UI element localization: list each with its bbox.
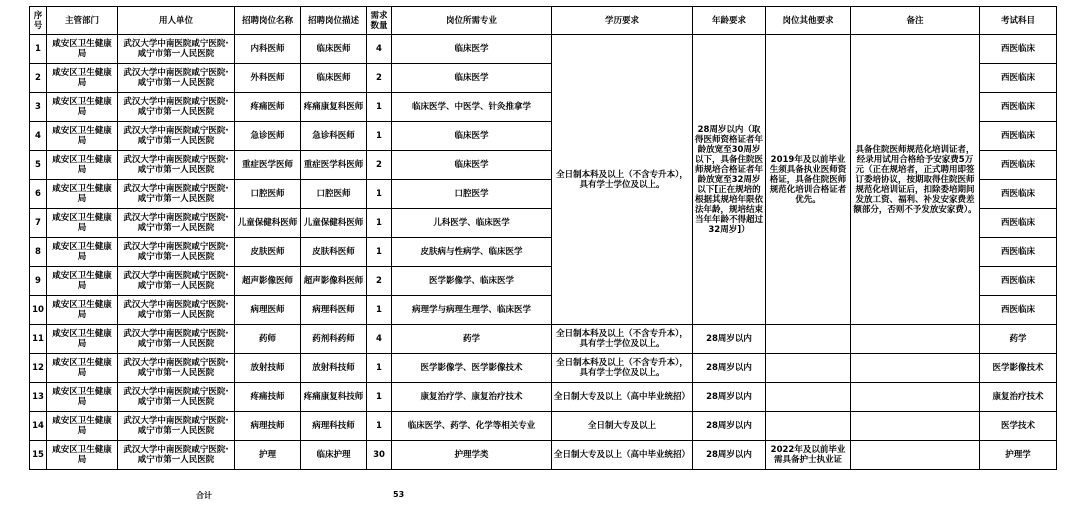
table-row xyxy=(30,325,1057,354)
header-post: 招聘岗位名称 xyxy=(235,7,301,35)
row-unit: 武汉大学中南医院咸宁医院·咸宁市第一人民医院 xyxy=(118,412,235,441)
header-row xyxy=(30,7,1057,35)
row-seq: 2 xyxy=(30,64,47,93)
row-unit: 武汉大学中南医院咸宁医院·咸宁市第一人民医院 xyxy=(118,354,235,383)
row-post: 疼痛技师 xyxy=(235,383,301,412)
other-merged: 2019年及以前毕业生须具备执业医师资格证，具备住院医师规范化培训合格证者优先。 xyxy=(766,35,851,325)
row-dept: 咸安区卫生健康局 xyxy=(47,151,118,180)
row-age: 28周岁以内 xyxy=(693,354,766,383)
row-desc: 口腔医师 xyxy=(301,180,367,209)
remark-merged: 具备住院医师规范化培训证者，经录用试用合格给予安家费5万元（正在规培者，正式聘用即签订委培协议，按期取得住院医师规范化培训证后，扣除委培期间发放工资、福利、补发安家费差额部分，否则不予发放安家费）。 xyxy=(851,35,980,325)
row-count: 1 xyxy=(367,296,392,325)
row-seq: 11 xyxy=(30,325,47,354)
total-value: 53 xyxy=(393,490,405,499)
row-seq: 10 xyxy=(30,296,47,325)
row-desc: 临床医师 xyxy=(301,35,367,64)
row-major: 儿科医学、临床医学 xyxy=(392,209,552,238)
table-row xyxy=(30,412,1057,441)
row-dept: 咸安区卫生健康局 xyxy=(47,35,118,64)
row-major: 医学影像学、临床医学 xyxy=(392,267,552,296)
row-count: 2 xyxy=(367,64,392,93)
row-post: 重症医学医师 xyxy=(235,151,301,180)
row-exam: 西医临床 xyxy=(980,267,1057,296)
row-unit: 武汉大学中南医院咸宁医院·咸宁市第一人民医院 xyxy=(118,383,235,412)
row-count: 1 xyxy=(367,354,392,383)
row-remark xyxy=(851,412,980,441)
row-edu: 全日制大专及以上（高中毕业统招） xyxy=(552,383,693,412)
row-major: 临床医学 xyxy=(392,64,552,93)
row-desc: 超声影像科医师 xyxy=(301,267,367,296)
row-dept: 咸安区卫生健康局 xyxy=(47,383,118,412)
header-exam: 考试科目 xyxy=(980,7,1057,35)
row-count: 4 xyxy=(367,35,392,64)
row-major: 临床医学、中医学、针灸推拿学 xyxy=(392,93,552,122)
row-major: 临床医学 xyxy=(392,35,552,64)
row-remark xyxy=(851,325,980,354)
row-seq: 12 xyxy=(30,354,47,383)
header-count: 需求数量 xyxy=(367,7,392,35)
row-unit: 武汉大学中南医院咸宁医院·咸宁市第一人民医院 xyxy=(118,238,235,267)
header-unit: 用人单位 xyxy=(118,7,235,35)
row-exam: 西医临床 xyxy=(980,296,1057,325)
row-exam: 西医临床 xyxy=(980,209,1057,238)
row-desc: 病理科医师 xyxy=(301,296,367,325)
row-edu: 全日制大专及以上 xyxy=(552,412,693,441)
row-post: 皮肤医师 xyxy=(235,238,301,267)
row-post: 儿童保健科医师 xyxy=(235,209,301,238)
row-exam: 护理学 xyxy=(980,441,1057,470)
row-post: 病理技师 xyxy=(235,412,301,441)
row-count: 2 xyxy=(367,267,392,296)
row-exam: 康复治疗技术 xyxy=(980,383,1057,412)
row-edu: 全日制大专及以上（高中毕业统招） xyxy=(552,441,693,470)
row-dept: 咸安区卫生健康局 xyxy=(47,238,118,267)
row-desc: 皮肤科医师 xyxy=(301,238,367,267)
row-exam: 药学 xyxy=(980,325,1057,354)
row-exam: 西医临床 xyxy=(980,64,1057,93)
header-desc: 招聘岗位描述 xyxy=(301,7,367,35)
row-seq: 14 xyxy=(30,412,47,441)
row-dept: 咸安区卫生健康局 xyxy=(47,412,118,441)
row-exam: 西医临床 xyxy=(980,180,1057,209)
row-age: 28周岁以内 xyxy=(693,441,766,470)
row-count: 1 xyxy=(367,122,392,151)
row-dept: 咸安区卫生健康局 xyxy=(47,122,118,151)
row-seq: 13 xyxy=(30,383,47,412)
row-count: 1 xyxy=(367,383,392,412)
edu-merged: 全日制本科及以上（不含专升本），具有学士学位及以上。 xyxy=(552,35,693,325)
header-age: 年龄要求 xyxy=(693,7,766,35)
row-dept: 咸安区卫生健康局 xyxy=(47,354,118,383)
row-unit: 武汉大学中南医院咸宁医院·咸宁市第一人民医院 xyxy=(118,151,235,180)
recruitment-table xyxy=(29,6,1057,470)
row-major: 病理学与病理生理学、临床医学 xyxy=(392,296,552,325)
row-count: 1 xyxy=(367,412,392,441)
row-exam: 西医临床 xyxy=(980,93,1057,122)
row-unit: 武汉大学中南医院咸宁医院·咸宁市第一人民医院 xyxy=(118,209,235,238)
row-exam: 西医临床 xyxy=(980,238,1057,267)
row-post: 急诊医师 xyxy=(235,122,301,151)
row-edu: 全日制本科及以上（不含专升本），具有学士学位及以上。 xyxy=(552,354,693,383)
row-desc: 病理科技师 xyxy=(301,412,367,441)
row-count: 1 xyxy=(367,93,392,122)
row-exam: 医学影像技术 xyxy=(980,354,1057,383)
header-dept: 主管部门 xyxy=(47,7,118,35)
row-major: 临床医学、药学、化学等相关专业 xyxy=(392,412,552,441)
row-post: 内科医师 xyxy=(235,35,301,64)
row-post: 疼痛医师 xyxy=(235,93,301,122)
row-major: 康复治疗学、康复治疗技术 xyxy=(392,383,552,412)
header-seq: 序号 xyxy=(30,7,47,35)
row-desc: 急诊科医师 xyxy=(301,122,367,151)
table-row xyxy=(30,354,1057,383)
row-count: 1 xyxy=(367,238,392,267)
row-dept: 咸安区卫生健康局 xyxy=(47,180,118,209)
row-edu: 全日制本科及以上（不含专升本），具有学士学位及以上。 xyxy=(552,325,693,354)
row-post: 口腔医师 xyxy=(235,180,301,209)
table-row xyxy=(30,441,1057,470)
row-unit: 武汉大学中南医院咸宁医院·咸宁市第一人民医院 xyxy=(118,267,235,296)
row-other xyxy=(766,354,851,383)
row-post: 药师 xyxy=(235,325,301,354)
header-other: 岗位其他要求 xyxy=(766,7,851,35)
table-body xyxy=(30,35,1057,470)
row-count: 1 xyxy=(367,180,392,209)
row-dept: 咸安区卫生健康局 xyxy=(47,441,118,470)
row-seq: 4 xyxy=(30,122,47,151)
row-major: 皮肤病与性病学、临床医学 xyxy=(392,238,552,267)
row-age: 28周岁以内 xyxy=(693,325,766,354)
row-desc: 疼痛康复科医师 xyxy=(301,93,367,122)
row-count: 2 xyxy=(367,151,392,180)
row-exam: 西医临床 xyxy=(980,35,1057,64)
header-edu: 学历要求 xyxy=(552,7,693,35)
row-post: 护理 xyxy=(235,441,301,470)
row-post: 外科医师 xyxy=(235,64,301,93)
row-major: 临床医学 xyxy=(392,151,552,180)
row-seq: 9 xyxy=(30,267,47,296)
row-seq: 15 xyxy=(30,441,47,470)
row-seq: 7 xyxy=(30,209,47,238)
row-other xyxy=(766,412,851,441)
row-unit: 武汉大学中南医院咸宁医院·咸宁市第一人民医院 xyxy=(118,325,235,354)
row-dept: 咸安区卫生健康局 xyxy=(47,296,118,325)
row-desc: 放射科技师 xyxy=(301,354,367,383)
row-seq: 3 xyxy=(30,93,47,122)
row-dept: 咸安区卫生健康局 xyxy=(47,325,118,354)
row-desc: 疼痛康复科技师 xyxy=(301,383,367,412)
row-unit: 武汉大学中南医院咸宁医院·咸宁市第一人民医院 xyxy=(118,122,235,151)
table-row xyxy=(30,35,1057,64)
row-unit: 武汉大学中南医院咸宁医院·咸宁市第一人民医院 xyxy=(118,441,235,470)
row-seq: 6 xyxy=(30,180,47,209)
row-dept: 咸安区卫生健康局 xyxy=(47,93,118,122)
row-unit: 武汉大学中南医院咸宁医院·咸宁市第一人民医院 xyxy=(118,180,235,209)
row-exam: 西医临床 xyxy=(980,122,1057,151)
row-dept: 咸安区卫生健康局 xyxy=(47,209,118,238)
row-count: 1 xyxy=(367,209,392,238)
row-count: 30 xyxy=(367,441,392,470)
age-merged: 28周岁以内（取得医师资格证者年龄放宽至30周岁以下，具备住院医师规培合格证者年龄放宽至32周岁以下[正在规培的根据其规培年限依法年龄，规培结束当年年龄不得超过32周岁]） xyxy=(693,35,766,325)
row-post: 放射技师 xyxy=(235,354,301,383)
row-remark xyxy=(851,383,980,412)
row-age: 28周岁以内 xyxy=(693,383,766,412)
row-desc: 儿童保健科医师 xyxy=(301,209,367,238)
header-remark: 备注 xyxy=(851,7,980,35)
row-seq: 1 xyxy=(30,35,47,64)
row-unit: 武汉大学中南医院咸宁医院·咸宁市第一人民医院 xyxy=(118,64,235,93)
row-count: 4 xyxy=(367,325,392,354)
row-seq: 5 xyxy=(30,151,47,180)
row-unit: 武汉大学中南医院咸宁医院·咸宁市第一人民医院 xyxy=(118,35,235,64)
row-unit: 武汉大学中南医院咸宁医院·咸宁市第一人民医院 xyxy=(118,296,235,325)
row-remark xyxy=(851,441,980,470)
row-dept: 咸安区卫生健康局 xyxy=(47,64,118,93)
row-post: 病理医师 xyxy=(235,296,301,325)
total-label: 合计 xyxy=(196,491,212,500)
row-major: 医学影像学、医学影像技术 xyxy=(392,354,552,383)
row-major: 药学 xyxy=(392,325,552,354)
row-exam: 西医临床 xyxy=(980,151,1057,180)
row-other xyxy=(766,325,851,354)
row-age: 28周岁以内 xyxy=(693,412,766,441)
row-exam: 医学技术 xyxy=(980,412,1057,441)
row-remark xyxy=(851,354,980,383)
row-dept: 咸安区卫生健康局 xyxy=(47,267,118,296)
row-unit: 武汉大学中南医院咸宁医院·咸宁市第一人民医院 xyxy=(118,93,235,122)
row-seq: 8 xyxy=(30,238,47,267)
row-other xyxy=(766,383,851,412)
row-other: 2022年及以前毕业需具备护士执业证 xyxy=(766,441,851,470)
row-desc: 药剂科药师 xyxy=(301,325,367,354)
row-desc: 临床护理 xyxy=(301,441,367,470)
row-major: 临床医学 xyxy=(392,122,552,151)
header-major: 岗位所需专业 xyxy=(392,7,552,35)
row-major: 护理学类 xyxy=(392,441,552,470)
row-desc: 重症医学科医师 xyxy=(301,151,367,180)
row-desc: 临床医师 xyxy=(301,64,367,93)
table-row xyxy=(30,383,1057,412)
row-major: 口腔医学 xyxy=(392,180,552,209)
row-post: 超声影像医师 xyxy=(235,267,301,296)
